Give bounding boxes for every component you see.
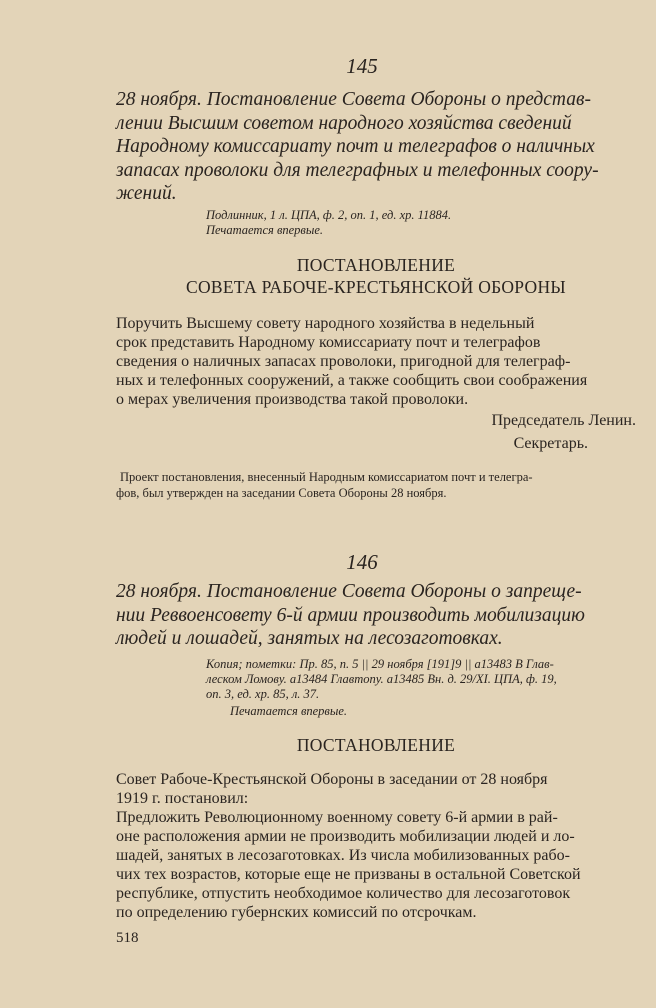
body-line: 1919 г. постановил: — [116, 790, 249, 807]
secretary-signature: Секретарь. — [513, 435, 588, 452]
heading-146: ПОСТАНОВЛЕНИЕ — [296, 735, 456, 755]
source-line: Печатается впервые. — [206, 223, 323, 237]
doc-title-146 — [116, 580, 636, 651]
source-line: леском Ломову. а13484 Главтопу. а13485 Вн. д. 29/XI. ЦПА, ф. 19, — [206, 672, 557, 686]
title-line: нии Реввоенсовету 6-й армии производить мобилизацию — [116, 604, 585, 626]
body-146 — [116, 770, 636, 922]
body-line: чих тех возрастов, которые еще не призваны в остальной Советской — [116, 866, 581, 883]
body-line: шадей, занятых в лесозаготовках. Из числа мобилизованных рабо- — [116, 847, 570, 864]
page-number: 518 — [116, 930, 139, 946]
title-line: 28 ноября. Постановление Совета Обороны о представ- — [116, 89, 591, 110]
body-line: оне расположения армии не производить мобилизации людей и ло- — [116, 828, 575, 845]
source-note-146 — [206, 657, 636, 702]
body-line: Предложить Революционному военному совету 6-й армии в рай- — [116, 809, 558, 826]
source-line: Копия; пометки: Пр. 85, п. 5 || 29 ноября [191]9 || а13483 В Глав- — [206, 657, 554, 671]
doc-title-145 — [116, 88, 636, 206]
doc-number-145: 145 — [346, 54, 378, 78]
title-line: Народному комиссариату почт и телеграфов о наличных — [116, 136, 595, 157]
title-line: жений. — [116, 183, 177, 204]
source-note-145 — [206, 208, 636, 238]
heading-line: ПОСТАНОВЛЕНИЕ — [296, 255, 456, 275]
doc-number-146: 146 — [346, 550, 378, 574]
heading-145 — [116, 254, 636, 298]
note-line: фов, был утвержден на заседании Совета Обороны 28 ноября. — [116, 485, 447, 500]
title-line: лении Высшим советом народного хозяйства сведений — [116, 112, 572, 134]
body-line: срок представить Народному комиссариату почт и телеграфов — [116, 334, 541, 351]
title-line: людей и лошадей, занятых на лесозаготовках. — [116, 628, 503, 649]
body-line: о мерах увеличения производства такой проволоки. — [116, 391, 469, 408]
source-line: оп. 3, ед. хр. 85, л. 37. — [206, 687, 320, 701]
source-line: Подлинник, 1 л. ЦПА, ф. 2, оп. 1, ед. хр. 11884. — [206, 208, 452, 222]
heading-line: СОВЕТА РАБОЧЕ-КРЕСТЬЯНСКОЙ ОБОРОНЫ — [186, 277, 566, 297]
body-line: Поручить Высшему совету народного хозяйства в недельный — [116, 315, 535, 332]
note-line: Проект постановления, внесенный Народным комиссариатом почт и телегра- — [120, 470, 533, 484]
printed-first-note: Печатается впервые. — [230, 704, 347, 718]
body-line: ных и телефонных сооружений, а также сообщить свои соображения — [116, 372, 588, 389]
chairman-signature: Председатель Ленин. — [491, 412, 636, 429]
title-line: 28 ноября. Постановление Совета Обороны о запреще- — [116, 581, 582, 602]
body-line: Совет Рабоче-Крестьянской Обороны в заседании от 28 ноября — [116, 771, 548, 788]
editorial-note-145 — [116, 470, 636, 501]
title-line: запасах проволоки для телеграфных и телефонных соору- — [116, 159, 599, 181]
body-line: по определению губернских комиссий по отсрочкам. — [116, 904, 477, 921]
body-line: республике, отпустить необходимое количество для лесозаготовок — [116, 885, 571, 902]
body-line: сведения о наличных запасах проволоки, пригодной для телеграф- — [116, 353, 571, 370]
body-145 — [116, 314, 636, 409]
